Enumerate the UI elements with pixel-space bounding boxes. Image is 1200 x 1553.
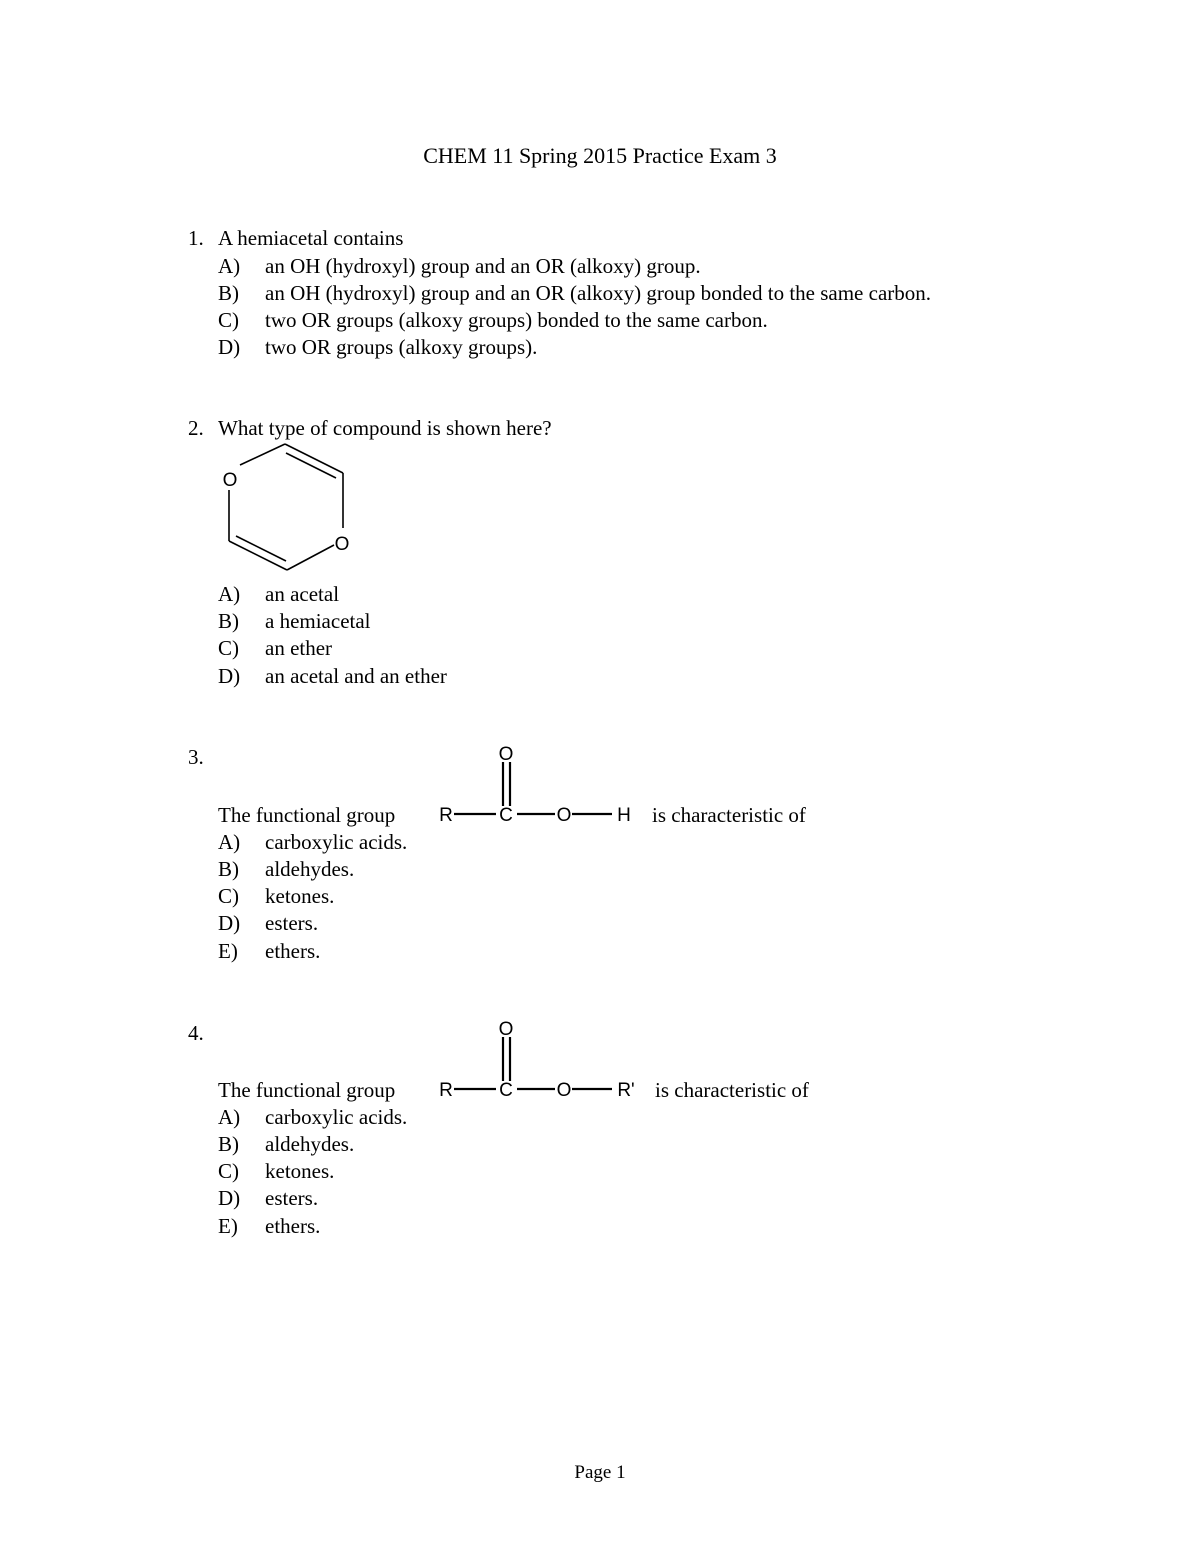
option-letter: C) <box>218 1159 239 1183</box>
option-letter: A) <box>218 830 241 854</box>
option-text: ketones. <box>265 1159 335 1183</box>
r-group-label: R <box>439 805 453 826</box>
question-number: 4. <box>188 1021 204 1045</box>
option-letter: E) <box>218 1214 238 1238</box>
question-number: 1. <box>188 226 204 250</box>
option-text: aldehydes. <box>265 857 355 881</box>
option-text: esters. <box>265 1186 319 1210</box>
option-letter: C) <box>218 636 239 660</box>
question-stem: What type of compound is shown here? <box>218 416 552 440</box>
oxygen-atom-label: O <box>222 470 238 491</box>
carboxylic-acid-structure <box>436 740 636 830</box>
question-stem: A hemiacetal contains <box>218 226 404 250</box>
oxygen-atom-label: O <box>556 1080 572 1101</box>
option-letter: D) <box>218 911 241 935</box>
option-text: esters. <box>265 911 319 935</box>
r-prime-group-label: R' <box>617 1080 635 1101</box>
option-text: an ether <box>265 636 333 660</box>
ester-structure <box>436 1015 646 1105</box>
option-text: two OR groups (alkoxy groups). <box>265 335 538 359</box>
option-letter: B) <box>218 1132 239 1156</box>
option-text: an OH (hydroxyl) group and an OR (alkoxy) group bonded to the same carbon. <box>265 281 932 305</box>
question-number: 2. <box>188 416 204 440</box>
option-letter: C) <box>218 308 239 332</box>
hydrogen-atom-label: H <box>617 805 631 826</box>
option-text: a hemiacetal <box>265 609 371 633</box>
oxygen-atom-label: O <box>334 534 350 555</box>
oxygen-atom-label: O <box>556 805 572 826</box>
carbon-atom-label: C <box>499 1080 513 1101</box>
option-text: two OR groups (alkoxy groups) bonded to the same carbon. <box>265 308 768 332</box>
option-letter: A) <box>218 254 241 278</box>
option-text: an acetal <box>265 582 340 606</box>
question-number: 3. <box>188 745 204 769</box>
option-letter: A) <box>218 1105 241 1129</box>
option-letter: B) <box>218 609 239 633</box>
option-letter: D) <box>218 335 241 359</box>
option-text: ethers. <box>265 1214 321 1238</box>
option-letter: D) <box>218 1186 241 1210</box>
page-title: CHEM 11 Spring 2015 Practice Exam 3 <box>423 143 777 168</box>
question-stem-suffix: is characteristic of <box>652 803 806 827</box>
page-number: Page 1 <box>574 1462 626 1483</box>
option-letter: C) <box>218 884 239 908</box>
carbonyl-oxygen-label: O <box>498 744 514 765</box>
option-letter: B) <box>218 857 239 881</box>
option-text: ethers. <box>265 939 321 963</box>
option-text: an acetal and an ether <box>265 664 447 688</box>
option-text: carboxylic acids. <box>265 1105 408 1129</box>
dioxin-ring-structure <box>210 438 370 578</box>
option-text: an OH (hydroxyl) group and an OR (alkoxy) group. <box>265 254 701 278</box>
option-letter: A) <box>218 582 241 606</box>
option-text: carboxylic acids. <box>265 830 408 854</box>
option-letter: D) <box>218 664 241 688</box>
option-letter: B) <box>218 281 239 305</box>
option-text: aldehydes. <box>265 1132 355 1156</box>
question-stem-suffix: is characteristic of <box>655 1078 809 1102</box>
question-stem-prefix: The functional group <box>218 803 396 827</box>
option-text: ketones. <box>265 884 335 908</box>
option-letter: E) <box>218 939 238 963</box>
carbonyl-oxygen-label: O <box>498 1019 514 1040</box>
carbon-atom-label: C <box>499 805 513 826</box>
r-group-label: R <box>439 1080 453 1101</box>
question-stem-prefix: The functional group <box>218 1078 396 1102</box>
